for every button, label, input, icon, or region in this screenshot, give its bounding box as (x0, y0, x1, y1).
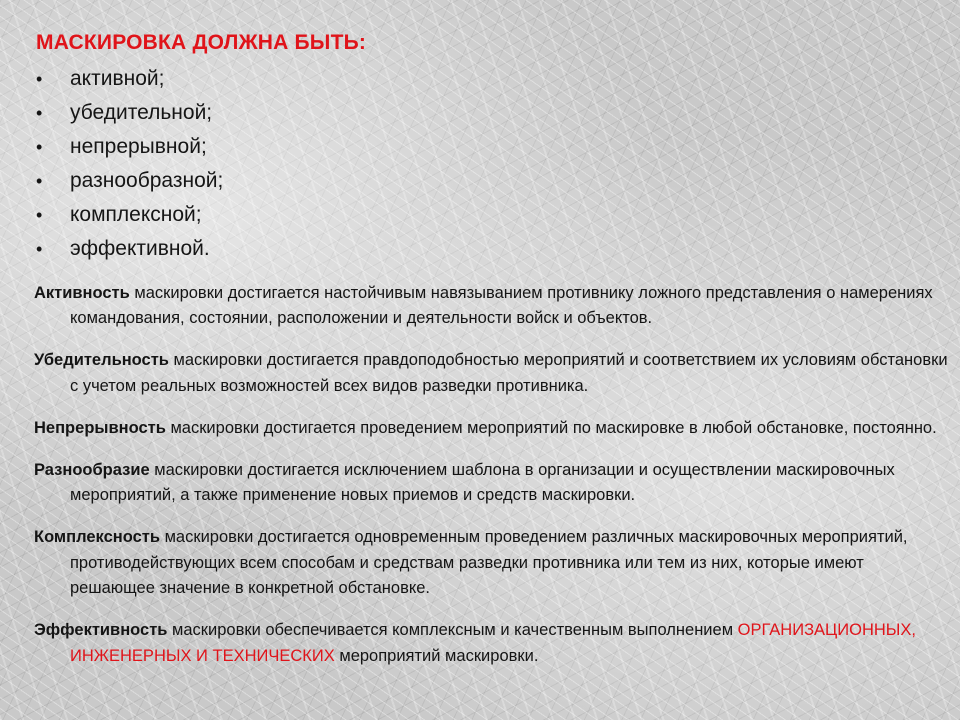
definition-term: Разнообразие (34, 460, 150, 479)
definition-term: Комплексность (34, 528, 160, 546)
bullet-dot-icon: • (36, 239, 43, 259)
definition-term: Убедительность (34, 351, 169, 369)
bullet-text: эффективной. (70, 237, 210, 260)
definition-activity (34, 281, 949, 332)
bullet-text: комплексной; (70, 203, 202, 226)
bullet-dot-icon: • (36, 137, 43, 157)
bullet-text: разнообразной; (70, 169, 224, 192)
definition-tail: мероприятий маскировки. (334, 646, 539, 665)
slide-heading: МАСКИРОВКА ДОЛЖНА БЫТЬ: (36, 31, 367, 54)
bullet-text: активной; (70, 67, 165, 90)
definitions (34, 264, 949, 670)
definition-text: маскировки достигается одновременным проведением различных маскировочных мероприятий, противодействующих всем способам и средствам разведки противника или тем из них, которые имеют решающее значение в конкретной обстановке. (70, 528, 908, 597)
definition-text: маскировки достигается исключением шаблона в организации и осуществлении маскировочных мероприятий, а также применение новых приемов и средств маскировки. (70, 460, 895, 504)
definition-term: Непрерывность (34, 418, 166, 437)
definition-term: Эффективность (34, 621, 168, 639)
bullet-dot-icon: • (36, 103, 43, 123)
definition-text: маскировки достигается проведением мероприятий по маскировке в любой обстановке, постоянно. (165, 418, 937, 437)
definition-complexity (34, 525, 949, 602)
definition-text: маскировки достигается правдоподобностью мероприятий и соответствием их условиям обстановки с учетом реальных возможностей всех видов разведки противника. (70, 351, 948, 395)
definition-text: маскировки достигается настойчивым навязыванием противнику ложного представления о намерениях командования, состоянии, расположении и деятельности войск и объектов. (70, 283, 933, 327)
bullet-dot-icon: • (36, 171, 43, 191)
definition-diversity (34, 458, 949, 509)
definition-highlight: ОРГАНИЗАЦИОННЫХ, ИНЖЕНЕРНЫХ И ТЕХНИЧЕСКИХ (70, 621, 916, 665)
bullet-text: непрерывной; (70, 135, 207, 158)
bullet-dot-icon: • (36, 205, 43, 225)
definition-term: Активность (34, 283, 130, 302)
definition-continuity (34, 416, 949, 442)
definition-text: маскировки обеспечивается комплексным и качественным выполнением (167, 621, 738, 639)
definition-effectiveness (34, 618, 949, 669)
bullet-text: убедительной; (70, 101, 213, 124)
bullet-dot-icon: • (36, 69, 43, 89)
definition-persuasiveness (34, 348, 949, 399)
